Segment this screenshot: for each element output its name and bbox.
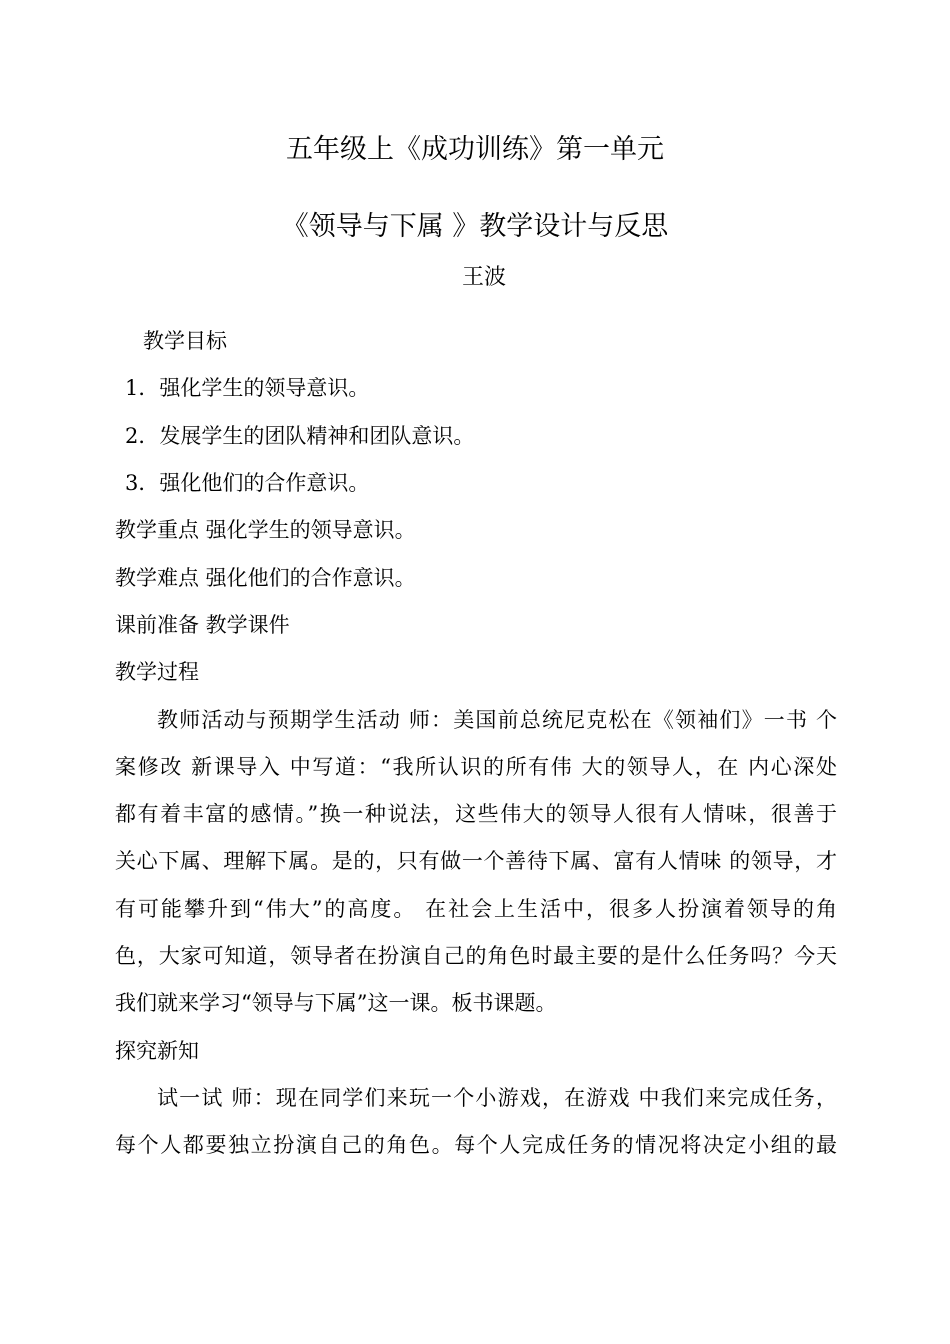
process-heading: 教学过程 xyxy=(115,660,199,684)
intro-paragraph-line: 都有着丰富的感情。”换一种说法，这些伟大的领导人很有人情味，很善于 xyxy=(115,802,837,826)
intro-paragraph-line: 有可能攀升到“伟大”的高度。 在社会上生活中，很多人扮演着领导的角 xyxy=(115,897,837,921)
objective-item-1: 1．强化学生的领导意识。 xyxy=(125,376,370,400)
objective-item-3: 3．强化他们的合作意识。 xyxy=(125,471,370,495)
document-title-line2: 《领导与下属 》教学设计与反思 xyxy=(281,211,669,242)
explore-paragraph-line: 试一试 师：现在同学们来玩一个小游戏，在游戏 中我们来完成任务， xyxy=(157,1086,837,1110)
objective-item-2: 2．发展学生的团队精神和团队意识。 xyxy=(125,424,475,448)
intro-paragraph-line: 色，大家可知道，领导者在扮演自己的角色时最主要的是什么任务吗？今天 xyxy=(115,944,837,968)
intro-paragraph-line: 关心下属、理解下属。是的，只有做一个善待下属、富有人情味 的领导，才 xyxy=(115,849,837,873)
difficult-point: 教学难点 强化他们的合作意识。 xyxy=(115,566,416,590)
preparation: 课前准备 教学课件 xyxy=(115,613,290,637)
explore-heading: 探究新知 xyxy=(115,1039,199,1063)
intro-paragraph-line: 我们就来学习“领导与下属”这一课。板书课题。 xyxy=(115,991,557,1015)
intro-paragraph-line: 教师活动与预期学生活动 师：美国前总统尼克松在《领袖们》一书 个 xyxy=(157,708,837,732)
author-name: 王波 xyxy=(461,265,506,290)
document-title-line1: 五年级上《成功训练》第一单元 xyxy=(286,134,664,165)
explore-paragraph-line: 每个人都要独立扮演自己的角色。每个人完成任务的情况将决定小组的最 xyxy=(115,1133,837,1157)
objectives-heading: 教学目标 xyxy=(143,329,227,353)
intro-paragraph-line: 案修改 新课导入 中写道：“我所认识的所有伟 大的领导人，在 内心深处 xyxy=(115,755,837,779)
key-point: 教学重点 强化学生的领导意识。 xyxy=(115,518,416,542)
